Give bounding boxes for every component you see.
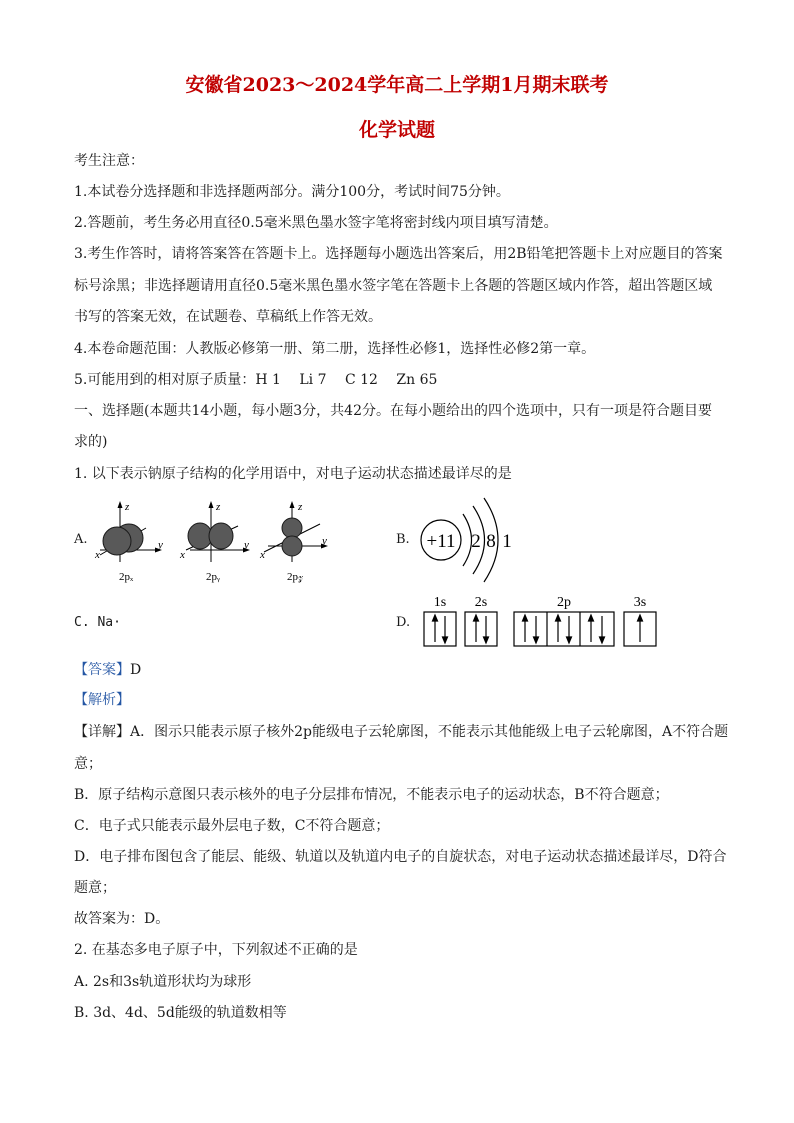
detail-line: 意；: [74, 756, 102, 772]
question-2-stem: 2. 在基态多电子原子中，下列叙述不正确的是: [74, 942, 358, 958]
axis-z-label: z: [125, 501, 130, 513]
answer-value: D: [130, 662, 142, 678]
atomic-structure-diagram: [418, 490, 528, 590]
axis-z-label: z: [216, 501, 221, 513]
nucleus-charge: +11: [426, 531, 456, 552]
answer-tag: 【答案】: [74, 662, 130, 678]
orbital-2py: [179, 501, 250, 583]
detail-line: B．原子结构示意图只表示核外的电子分层排布情况，不能表示电子的运动状态，B不符合题意；: [74, 787, 669, 803]
conclusion-line: 故答案为：D。: [74, 911, 170, 927]
notice-item: 3.考生作答时，请将答案答在答题卡上。选择题每小题选出答案后，用2B铅笔把答题卡上对应题目的答案: [74, 246, 723, 262]
notice-item: 5.可能用到的相对原子质量：H 1 Li 7 C 12 Zn 65: [74, 372, 438, 388]
sublevel-label-1s: 1s: [433, 595, 447, 610]
answer-line: [74, 660, 724, 680]
section-heading: 一、选择题(本题共14小题，每小题3分，共42分。在每小题给出的四个选项中，只有一项是符合题目要: [74, 403, 712, 419]
notice-item: 1.本试卷分选择题和非选择题两部分。满分100分，考试时间75分钟。: [74, 184, 510, 200]
orbital-2px: [94, 501, 163, 583]
option-a-label: A.: [74, 532, 88, 547]
exam-title: 安徽省2023～2024学年高二上学期1月期末联考: [185, 74, 609, 96]
sublevel-label-3s: 3s: [633, 595, 647, 610]
notice-item: 书写的答案无效，在试题卷、草稿纸上作答无效。: [74, 309, 382, 325]
detail-line: 【详解】A．图示只能表示原子核外2p能级电子云轮廓图，不能表示其他能级上电子云轮廓图，A不符合题: [74, 724, 729, 740]
sublevel-label-2p: 2p: [557, 595, 571, 610]
option-d-label: D.: [396, 615, 411, 630]
orbital-label: 2pᵧ: [206, 571, 220, 583]
orbital-label: 2p𝓏: [287, 571, 304, 583]
option-c-label: C. Na·: [74, 615, 121, 630]
axis-y-label: y: [244, 539, 249, 551]
axis-x-label: x: [95, 549, 100, 561]
shell-2-count: 8: [486, 531, 496, 552]
axis-y-label: y: [158, 539, 163, 551]
sublevel-label-2s: 2s: [474, 595, 488, 610]
axis-z-label: z: [298, 501, 303, 513]
analysis-tag: 【解析】: [74, 692, 130, 708]
shell-3-count: 1: [502, 531, 512, 552]
question-1-stem: 1. 以下表示钠原子结构的化学用语中，对电子运动状态描述最详尽的是: [74, 466, 512, 482]
question-2-option-b: B. 3d、4d、5d能级的轨道数相等: [74, 1005, 287, 1021]
axis-y-label: y: [322, 535, 327, 547]
notice-item: 标号涂黑；非选择题请用直径0.5毫米黑色墨水签字笔在答题卡上各题的答题区域内作答，超出答题区域: [74, 278, 713, 294]
shell-1-count: 2: [471, 531, 481, 552]
axis-x-label: x: [180, 549, 185, 561]
p-orbitals-figure: [88, 490, 348, 590]
option-b-label: B.: [396, 532, 410, 547]
notice-heading: 考生注意：: [74, 153, 144, 169]
question-2-option-a: A. 2s和3s轨道形状均为球形: [74, 974, 252, 990]
notice-item: 4.本卷命题范围：人教版必修第一册、第二册，选择性必修1，选择性必修2第一章。: [74, 341, 596, 357]
notice-item: 2.答题前，考生务必用直径0.5毫米黑色墨水签字笔将密封线内项目填写清楚。: [74, 215, 558, 231]
axis-x-label: x: [260, 549, 265, 561]
detail-tag: 【详解】: [74, 724, 130, 740]
detail-line: D．电子排布图包含了能层、能级、轨道以及轨道内电子的自旋状态，对电子运动状态描述最详尽，D符合: [74, 849, 727, 865]
exam-subtitle: 化学试题: [358, 119, 435, 141]
detail-line: 题意；: [74, 880, 116, 896]
section-heading-cont: 求的): [74, 434, 108, 450]
detail-line: C．电子式只能表示最外层电子数，C不符合题意；: [74, 818, 390, 834]
orbital-label: 2pₓ: [119, 571, 134, 583]
electron-orbital-diagram: [418, 590, 668, 652]
orbital-2pz: [259, 501, 328, 583]
